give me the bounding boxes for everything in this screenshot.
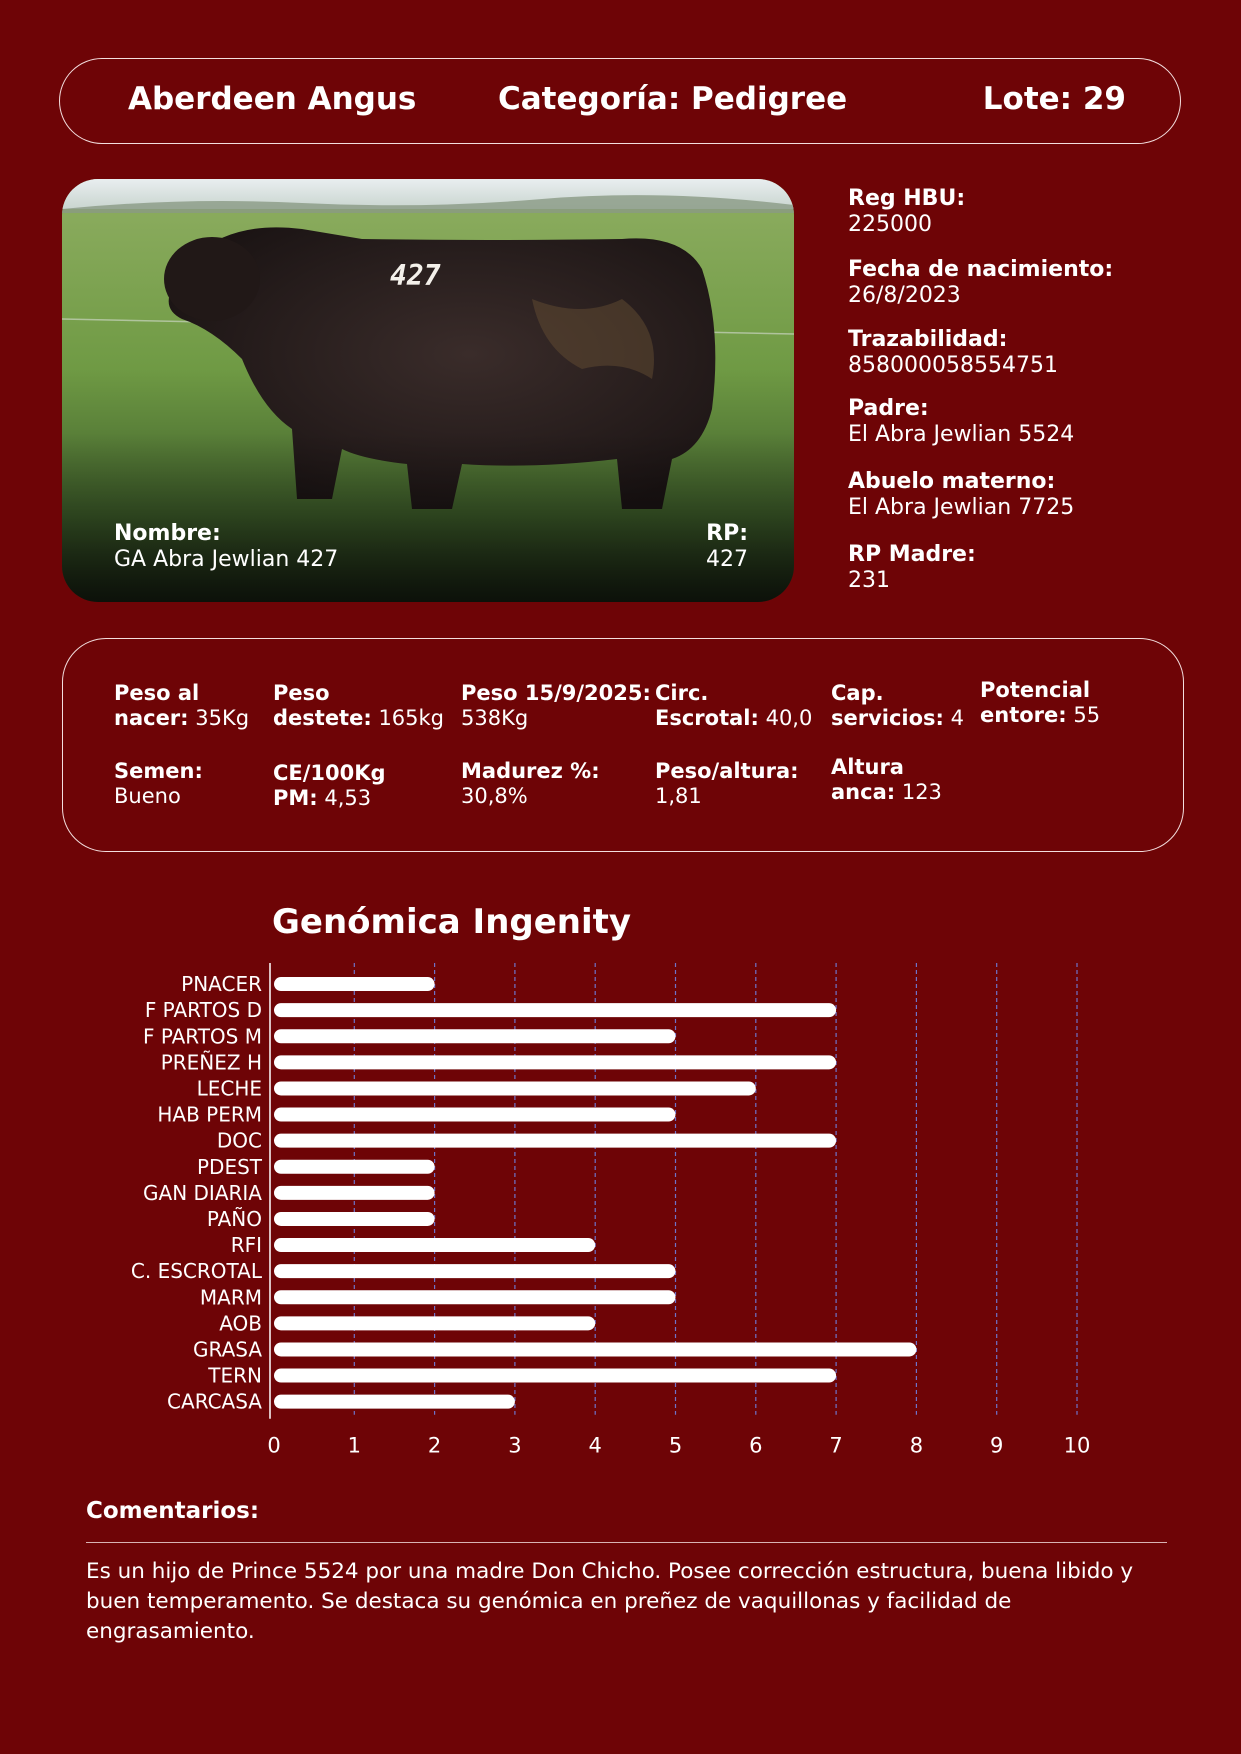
category-label: RFI — [230, 1233, 262, 1258]
stat-label: servicios: — [831, 706, 944, 730]
genomics-bar-chart — [0, 955, 1241, 1455]
category-label: HAB PERM — [157, 1102, 262, 1127]
info-reg-hbu — [848, 186, 965, 238]
stat-value: 4,53 — [324, 786, 372, 810]
stat-value: 123 — [901, 780, 942, 804]
x-tick-label: 6 — [749, 1433, 763, 1455]
x-tick-label: 4 — [588, 1433, 602, 1455]
category-label: PREÑEZ H — [160, 1050, 262, 1075]
stat-value: 40,0 — [765, 706, 813, 730]
info-value: El Abra Jewlian 5524 — [848, 422, 1075, 447]
stat-label: Cap. — [831, 681, 884, 705]
info-value: 858000058554751 — [848, 353, 1058, 378]
header-bar — [59, 58, 1181, 144]
info-traceability — [848, 327, 1058, 379]
stat-maturity — [461, 759, 600, 809]
x-tick-label: 5 — [668, 1433, 683, 1455]
bar — [274, 1134, 836, 1148]
stat-value: 35Kg — [195, 706, 250, 730]
rp-field — [706, 521, 748, 573]
bar — [274, 1003, 836, 1017]
stat-label: Peso — [273, 681, 330, 705]
info-sire — [848, 396, 1074, 448]
stat-label: Altura — [831, 755, 904, 779]
stat-hip-height — [831, 755, 942, 805]
stat-label: entore: — [980, 703, 1067, 727]
info-label: Reg HBU: — [848, 186, 966, 211]
category-title: Categoría: Pedigree — [498, 81, 848, 117]
x-tick-label: 2 — [427, 1433, 442, 1455]
rp-label: RP: — [706, 521, 748, 546]
bar — [274, 1186, 435, 1200]
x-tick-label: 0 — [267, 1433, 281, 1455]
info-maternal-grandsire — [848, 469, 1074, 521]
stat-label: Potencial — [980, 678, 1091, 702]
info-label: Fecha de nacimiento: — [848, 257, 1114, 282]
bar — [274, 1238, 595, 1252]
stat-label: Peso 15/9/2025: — [461, 681, 651, 705]
stat-service-capacity — [831, 681, 964, 731]
info-label: Padre: — [848, 396, 929, 421]
info-label: RP Madre: — [848, 542, 976, 567]
stat-value: 55 — [1073, 703, 1101, 727]
category-label: F PARTOS M — [142, 1024, 262, 1049]
stat-label: Circ. — [655, 681, 709, 705]
category-label: GRASA — [192, 1337, 262, 1362]
stat-value: 1,81 — [655, 784, 702, 808]
stat-label: Escrotal: — [655, 706, 759, 730]
x-tick-label: 9 — [990, 1433, 1004, 1455]
info-dam-rp — [848, 542, 976, 594]
stat-weight-height — [655, 759, 799, 809]
bar — [274, 1264, 676, 1278]
stat-value: 538Kg — [461, 706, 529, 730]
category-label: PDEST — [196, 1154, 262, 1179]
info-value: El Abra Jewlian 7725 — [848, 495, 1075, 520]
bar — [274, 1160, 435, 1174]
stat-label: CE/100Kg — [273, 761, 386, 785]
info-value: 225000 — [848, 212, 932, 237]
comments-text: Es un hijo de Prince 5524 por una madre Don Chicho. Posee corrección estructura, buena libido y buen temperamento. Se destaca su genómica en preñez de vaquillonas y facilidad de engrasamiento. — [86, 1559, 1134, 1644]
bar — [274, 1055, 836, 1069]
comments-divider — [86, 1542, 1167, 1543]
bar — [274, 1212, 435, 1226]
bull-photo — [62, 179, 794, 602]
category-label: LECHE — [196, 1076, 262, 1101]
info-value: 26/8/2023 — [848, 283, 961, 308]
x-tick-label: 10 — [1063, 1433, 1091, 1455]
bar — [274, 1029, 676, 1043]
name-label: Nombre: — [114, 521, 221, 546]
stat-birth-weight — [114, 681, 249, 731]
category-label: MARM — [199, 1285, 262, 1310]
bar — [274, 1316, 595, 1330]
stat-scrotal-circ — [655, 681, 812, 731]
stat-label: Peso al — [114, 681, 200, 705]
category-label: CARCASA — [167, 1389, 262, 1414]
info-label: Abuelo materno: — [848, 469, 1056, 494]
bar — [274, 1369, 836, 1383]
info-label: Trazabilidad: — [848, 327, 1008, 352]
stat-label: Madurez %: — [461, 759, 600, 783]
stat-value: 4 — [950, 706, 965, 730]
stat-label: PM: — [273, 786, 318, 810]
stat-value: 165kg — [378, 706, 445, 730]
bar — [274, 1342, 916, 1356]
bar — [274, 1290, 676, 1304]
stat-semen — [114, 759, 203, 809]
lot-title: Lote: 29 — [982, 81, 1126, 117]
x-tick-label: 8 — [909, 1433, 924, 1455]
category-label: GAN DIARIA — [143, 1180, 262, 1205]
genomics-title: Genómica Ingenity — [272, 902, 632, 942]
rp-value: 427 — [706, 547, 748, 572]
stat-label: nacer: — [114, 706, 189, 730]
stats-box — [62, 638, 1184, 852]
category-label: DOC — [216, 1128, 262, 1153]
x-tick-label: 7 — [829, 1433, 843, 1455]
x-tick-label: 1 — [347, 1433, 361, 1455]
category-label: TERN — [208, 1363, 262, 1388]
stat-weight-date — [461, 681, 651, 731]
category-label: PNACER — [181, 972, 262, 997]
category-label: PAÑO — [206, 1206, 262, 1231]
stat-value: Bueno — [114, 784, 181, 808]
bar — [274, 1395, 515, 1409]
stat-label: Peso/altura: — [655, 759, 799, 783]
bar — [274, 1108, 676, 1122]
info-value: 231 — [848, 568, 890, 593]
x-tick-label: 3 — [508, 1433, 522, 1455]
stat-label: destete: — [273, 706, 372, 730]
bar — [274, 977, 435, 991]
stat-breeding-potential — [980, 678, 1100, 728]
name-field — [114, 521, 338, 573]
comments-title: Comentarios: — [86, 1498, 260, 1524]
category-label: AOB — [219, 1311, 262, 1336]
stat-label: Semen: — [114, 759, 203, 783]
stat-label: anca: — [831, 780, 896, 804]
bar — [274, 1081, 756, 1095]
info-birth-date — [848, 257, 1113, 309]
breed-title: Aberdeen Angus — [128, 81, 417, 117]
category-label: C. ESCROTAL — [130, 1259, 262, 1284]
name-value: GA Abra Jewlian 427 — [114, 547, 339, 572]
stat-ce-pm — [273, 761, 386, 811]
stat-weaning-weight — [273, 681, 444, 731]
stat-value: 30,8% — [461, 784, 528, 808]
category-label: F PARTOS D — [144, 998, 262, 1023]
